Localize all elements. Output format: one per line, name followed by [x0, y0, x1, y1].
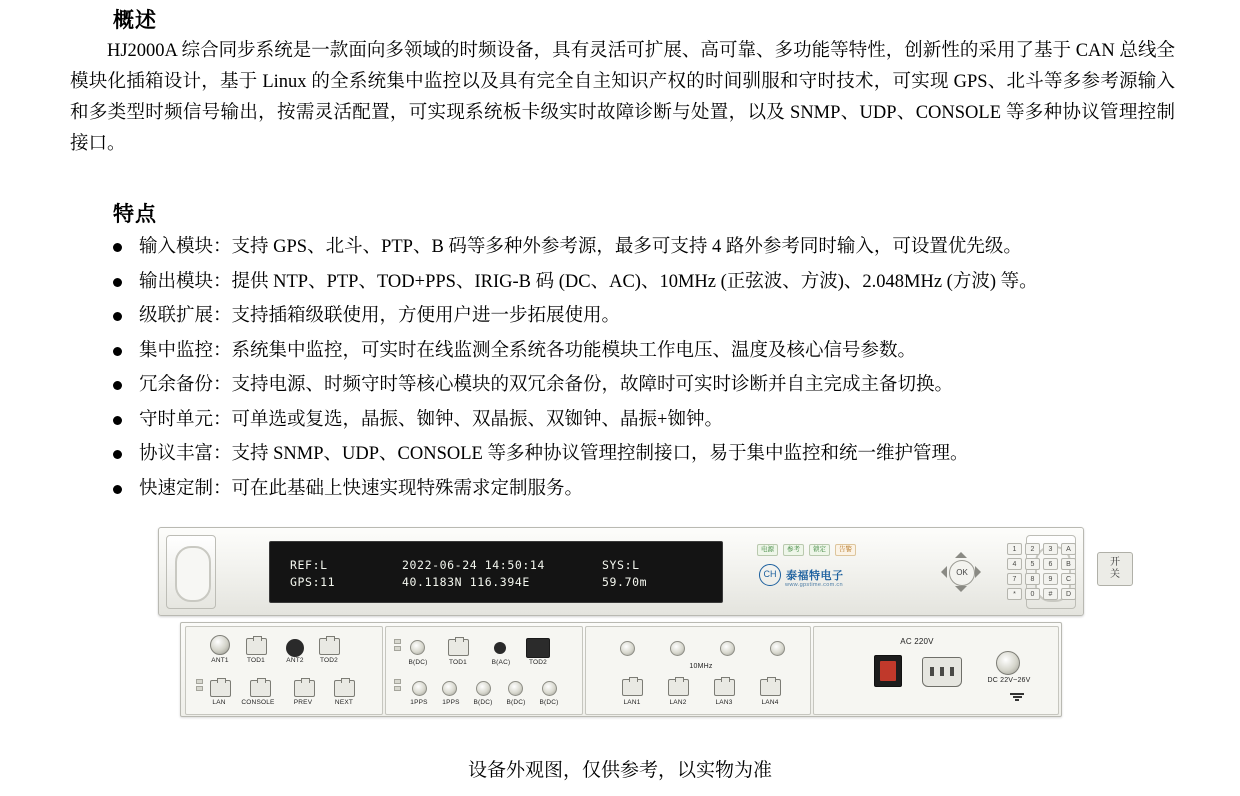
lan4-label: LAN4: [761, 699, 779, 706]
handle-icon: [175, 546, 211, 602]
ok-button[interactable]: OK: [949, 560, 975, 586]
list-item: [113, 338, 1183, 364]
keypad-key[interactable]: A: [1061, 543, 1076, 555]
power-button-label-line2: 关: [1110, 569, 1120, 580]
pps2-label: 1PPS: [442, 699, 460, 706]
pps1-label: 1PPS: [410, 699, 428, 706]
company-name: 泰福特电子: [786, 570, 844, 582]
lan-label: LAN: [212, 699, 226, 706]
status-badge-power: 电源: [757, 544, 778, 556]
status-badge-reference: 参考: [783, 544, 804, 556]
dc-input-label: DC 22V~26V: [987, 677, 1031, 684]
power-button-label-line1: 开: [1110, 557, 1120, 568]
feature-label: 协议丰富：: [139, 444, 232, 464]
next-label: NEXT: [334, 699, 354, 706]
feature-label: 快速定制：: [139, 478, 232, 499]
feature-label: 冗余备份：: [139, 375, 232, 395]
rear-slot-1: [185, 626, 383, 715]
list-item: [113, 269, 1183, 295]
features-heading: 特点: [113, 203, 157, 226]
bdc2-label: B(DC): [506, 699, 526, 706]
bullet-icon: [113, 485, 122, 494]
tod1-connector: [246, 638, 267, 655]
bdc1-label: B(DC): [473, 699, 493, 706]
ac-inlet-connector: [922, 657, 962, 687]
ant2-label: ANT2: [286, 657, 304, 664]
feature-text: 支持电源、时频守时等核心模块的双冗余备份，故障时可实时诊断并自主完成主备切换。: [231, 375, 954, 395]
overview-paragraph: HJ2000A 综合同步系统是一款面向多领域的时频设备，具有灵活可扩展、高可靠、多功能等特性，创新性的采用了基于 CAN 总线全模块化插箱设计，基于 Linux 的全系统集中监控以及具有完全自主知识产权的时间驯服和守时技术，可实现 GPS、北斗等多参考源输入和多类型时频信号输出，按需灵活配置，可实现系统板卡级实时故障诊断与处置，以及 SNMP、UDP、CONSOLE 等多种协议管理控制接口。: [70, 41, 1175, 154]
tod1-label: TOD1: [448, 659, 468, 666]
ant2-connector: [286, 639, 304, 657]
mhz10-connector: [770, 641, 785, 656]
rack-ear-left: [166, 535, 216, 609]
keypad-key[interactable]: 9: [1043, 573, 1058, 585]
feature-text: 可单选或复选，晶振、铷钟、双晶振、双铷钟、晶振+铷钟。: [231, 409, 723, 430]
link-led: [394, 639, 401, 653]
lcd-display: [269, 541, 723, 603]
navigation-dpad[interactable]: [935, 546, 987, 598]
lcd-sys-status: SYS:L: [602, 558, 640, 572]
status-badge-alarm: 告警: [835, 544, 856, 556]
feature-text: 系统集中监控，可实时在线监测全系统各功能模块工作电压、温度及核心信号参数。: [231, 340, 917, 361]
list-item: [113, 407, 1183, 433]
lan-connector: [210, 680, 231, 697]
feature-label: 输出模块：: [139, 271, 232, 292]
keypad-key[interactable]: 1: [1007, 543, 1022, 555]
bdc2-connector: [508, 681, 523, 696]
keypad-key[interactable]: B: [1061, 558, 1076, 570]
tod2-connector: [319, 638, 340, 655]
tod2-label: TOD2: [319, 657, 339, 664]
keypad-key[interactable]: C: [1061, 573, 1076, 585]
power-switch[interactable]: [874, 655, 902, 687]
ant1-connector: [210, 635, 230, 655]
keypad-key[interactable]: 0: [1025, 588, 1040, 600]
list-item: [113, 441, 1183, 467]
next-connector: [334, 680, 355, 697]
features-list: [113, 234, 1183, 510]
list-item: [113, 303, 1183, 329]
tod2-connector: [526, 638, 550, 658]
lan1-label: LAN1: [623, 699, 641, 706]
status-led-strip: [757, 544, 856, 556]
keypad-key[interactable]: 5: [1025, 558, 1040, 570]
feature-label: 级联扩展：: [139, 306, 232, 326]
feature-text: 支持 GPS、北斗、PTP、B 码等多种外参考源，最多可支持 4 路外参考同时输入，可设置优先级。: [231, 237, 1022, 257]
lan2-connector: [668, 679, 689, 696]
feature-label: 守时单元：: [139, 409, 232, 430]
mhz10-connector: [670, 641, 685, 656]
bullet-icon: [113, 450, 122, 459]
company-url: www.gpstime.com.cn: [785, 582, 843, 588]
bdc-connector: [410, 640, 425, 655]
keypad-key[interactable]: 3: [1043, 543, 1058, 555]
bac-connector: [494, 642, 506, 654]
list-item: [113, 476, 1183, 502]
ant1-label: ANT1: [211, 657, 229, 664]
keypad-key[interactable]: D: [1061, 588, 1076, 600]
bdc3-connector: [542, 681, 557, 696]
lcd-coordinates: 40.1183N 116.394E: [402, 575, 530, 589]
keypad-key[interactable]: 8: [1025, 573, 1040, 585]
link-led: [196, 679, 203, 693]
lan3-connector: [714, 679, 735, 696]
device-front-panel: [158, 527, 1120, 616]
numeric-keypad[interactable]: [1007, 543, 1076, 600]
feature-text: 支持插箱级联使用，方便用户进一步拓展使用。: [231, 306, 621, 326]
feature-text: 可在此基础上快速实现特殊需求定制服务。: [231, 478, 584, 499]
rear-slot-power: [813, 626, 1059, 715]
device-rear-panel: [180, 622, 1062, 717]
keypad-key[interactable]: 2: [1025, 543, 1040, 555]
tod1-connector: [448, 639, 469, 656]
feature-text: 提供 NTP、PTP、TOD+PPS、IRIG-B 码 (DC、AC)、10MHz (正弦波、方波)、2.048MHz (方波) 等。: [231, 271, 1038, 292]
lan1-connector: [622, 679, 643, 696]
rear-slot-2: [385, 626, 583, 715]
bdc-label: B(DC): [408, 659, 428, 666]
link-led: [394, 679, 401, 693]
power-button[interactable]: [1097, 552, 1133, 586]
figure-caption: 设备外观图，仅供参考，以实物为准: [467, 760, 772, 781]
up-arrow-icon[interactable]: [955, 546, 967, 558]
list-item: [113, 372, 1183, 398]
down-arrow-icon[interactable]: [955, 586, 967, 598]
prev-label: PREV: [293, 699, 313, 706]
lan4-connector: [760, 679, 781, 696]
console-label: CONSOLE: [241, 699, 275, 706]
status-badge-lock: 锁定: [809, 544, 830, 556]
lcd-datetime: 2022-06-24 14:50:14: [402, 558, 545, 572]
bac-label: B(AC): [491, 659, 511, 666]
left-arrow-icon[interactable]: [935, 566, 947, 578]
tod1-label: TOD1: [246, 657, 266, 664]
right-arrow-icon[interactable]: [975, 566, 987, 578]
bullet-icon: [113, 416, 122, 425]
ac-input-label: AC 220V: [900, 637, 934, 646]
keypad-key[interactable]: 6: [1043, 558, 1058, 570]
tod2-label: TOD2: [528, 659, 548, 666]
keypad-key[interactable]: 7: [1007, 573, 1022, 585]
list-item: [113, 234, 1183, 260]
keypad-key[interactable]: *: [1007, 588, 1022, 600]
prev-connector: [294, 680, 315, 697]
keypad-key[interactable]: #: [1043, 588, 1058, 600]
lcd-gps-count: GPS:11: [290, 575, 336, 589]
bullet-icon: [113, 243, 122, 252]
lcd-ref-status: REF:L: [290, 558, 328, 572]
bdc3-label: B(DC): [539, 699, 559, 706]
overview-heading: 概述: [113, 9, 157, 32]
feature-text: 支持 SNMP、UDP、CONSOLE 等多种协议管理控制接口，易于集中监控和统一维护管理。: [231, 444, 969, 464]
lan3-label: LAN3: [715, 699, 733, 706]
ground-icon: [1010, 693, 1024, 705]
lan2-label: LAN2: [669, 699, 687, 706]
bullet-icon: [113, 381, 122, 390]
mhz10-label: 10MHz: [689, 663, 713, 670]
feature-label: 集中监控：: [139, 340, 232, 361]
bullet-icon: [113, 312, 122, 321]
feature-label: 输入模块：: [139, 237, 232, 257]
company-logo-icon: CH: [759, 564, 781, 586]
mhz10-connector: [720, 641, 735, 656]
dc-input-connector: [996, 651, 1020, 675]
bullet-icon: [113, 347, 122, 356]
pps2-connector: [442, 681, 457, 696]
keypad-key[interactable]: 4: [1007, 558, 1022, 570]
bdc1-connector: [476, 681, 491, 696]
mhz10-connector: [620, 641, 635, 656]
brand-block: [759, 564, 844, 586]
device-appearance-figure: [158, 527, 1120, 722]
rear-slot-3: [585, 626, 811, 715]
console-connector: [250, 680, 271, 697]
bullet-icon: [113, 278, 122, 287]
pps1-connector: [412, 681, 427, 696]
lcd-altitude: 59.70m: [602, 575, 648, 589]
